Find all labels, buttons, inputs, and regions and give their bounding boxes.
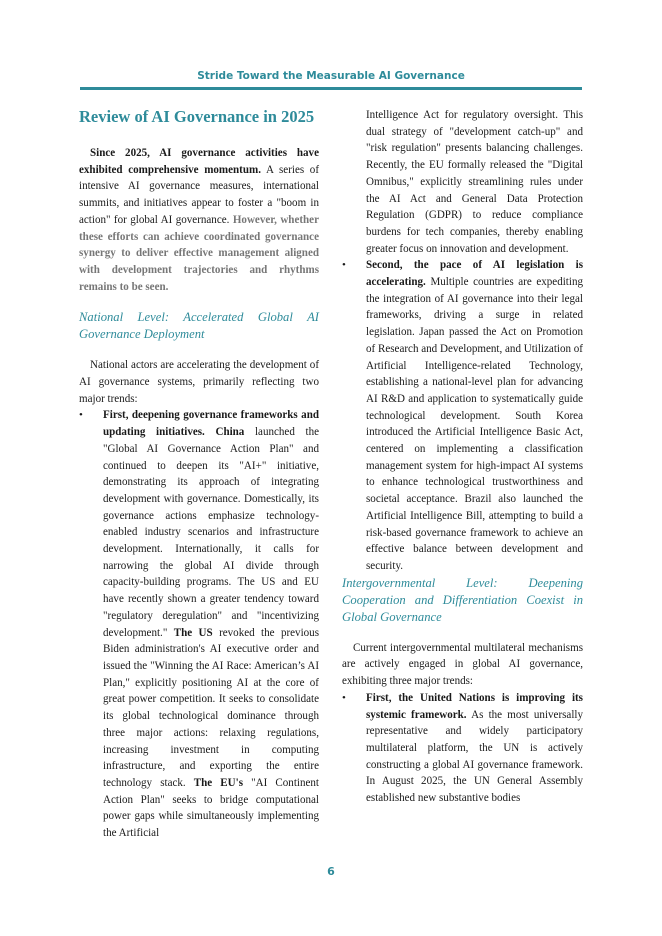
bullet-text: Multiple countries are expediting the integration of AI governance into their legal frameworks, driving a surge in related legislation. Japan passed the Act on Promotion of Research and Development, and Utilization of Artificial Intelligence-related Technology, establishing a national-level plan for advancing AI R&D and application to systematically guide technological development. South Korea introduced the Artificial Intelligence Basic Act, centered on implementing a classification management system for high-impact AI systems to enhance technological trustworthiness and societal acceptance. Brazil also launched the Artificial Intelligence Bill, attempting to build a risk-based governance framework to achieve an effective balance between development and security. — [366, 276, 583, 572]
intro-paragraph — [79, 145, 319, 295]
page-number: 6 — [327, 865, 335, 878]
intro-lead: Since 2025, AI governance activities have exhibited comprehensive momentum. — [79, 147, 319, 176]
national-level-heading: National Level: Accelerated Global AI Governance Deployment — [79, 310, 319, 342]
eu-label: The EU's — [193, 776, 244, 789]
bullet-lead: First, the United Nations is improving its systemic framework. — [366, 691, 583, 721]
left-column — [79, 107, 319, 842]
intergovernmental-level-heading: Intergovernmental Level: Deepening Cooperation and Differentiation Coexist in Global Governance — [342, 575, 583, 624]
china-label: China — [204, 426, 245, 439]
header-rule — [80, 87, 582, 90]
section-title: Review of AI Governance in 2025 — [79, 107, 315, 126]
intro-question: However, whether these efforts can achieve coordinated governance synergy to deliver effective management aligned with development trajectories and rhythms remains to be seen. — [79, 213, 319, 293]
list-item — [79, 407, 319, 841]
intergov-trends-list — [342, 690, 583, 807]
intergov-intro: Current intergovernmental multilateral mechanisms are actively engaged in global AI governance, exhibiting three major trends: — [342, 641, 583, 688]
us-label: The US — [173, 626, 213, 639]
bullet-text: As the most universally representative and widely participatory multilateral platform, the UN is actively constructing a global AI governance framework. In August 2025, the UN General Assembly established new substantive bodies — [366, 708, 583, 805]
list-item — [342, 690, 583, 807]
bullet-lead: Second, the pace of AI legislation is accelerating. — [366, 259, 583, 289]
bullet-text: launched the "Global AI Governance Action Plan" and continued to deepen its "AI+" initiative, demonstrating its approach of integrating development with governance. Domestically, its governance actions emphasize technology-enabled industry scenarios and infrastructure development. Internationally, it calls for narrowing the global AI divide through capacity-building programs. The US and EU have recently shown a greater tendency toward "regulatory deregulation" and "incentivizing development." — [103, 426, 319, 639]
bullet-lead: First, deepening governance frameworks and updating initiatives. — [103, 409, 319, 439]
national-trends-list — [79, 407, 319, 841]
national-intro: National actors are accelerating the development of AI governance systems, primarily reflecting two major trends: — [79, 359, 319, 405]
bullet-text: revoked the previous Biden administration's AI executive order and issued the "Winning the AI Race: American’s AI Plan," explicitly positioning AI at the core of great power competition. It seeks to consolidate its global technological dominance through three major actions: relaxing regulations, increasing investment in computing infrastructure, and exporting the entire technology stack. — [103, 626, 319, 789]
bullet-text: "AI Continent Action Plan" seeks to bridge computational power gaps while simultaneously implementing the Artificial — [103, 776, 319, 840]
list-item — [342, 257, 583, 574]
national-trends-list-cont — [342, 257, 583, 574]
bullet-continuation: Intelligence Act for regulatory oversight. This dual strategy of "development catch-up" and "risk regulation" presents balancing challenges. Recently, the EU formally released the "Digital Omnibus," explicitly streamlining rules under the AI Act and General Data Protection Regulation (GDPR) to reduce compliance burdens for tech companies, thereby enabling greater focus on innovation and development. — [366, 109, 583, 255]
intro-text: A series of intensive AI governance measures, international summits, and initiatives appear to foster a "boom in action" for global AI governance. — [79, 163, 319, 226]
running-header: Stride Toward the Measurable AI Governance — [197, 70, 465, 82]
right-column — [342, 107, 583, 807]
